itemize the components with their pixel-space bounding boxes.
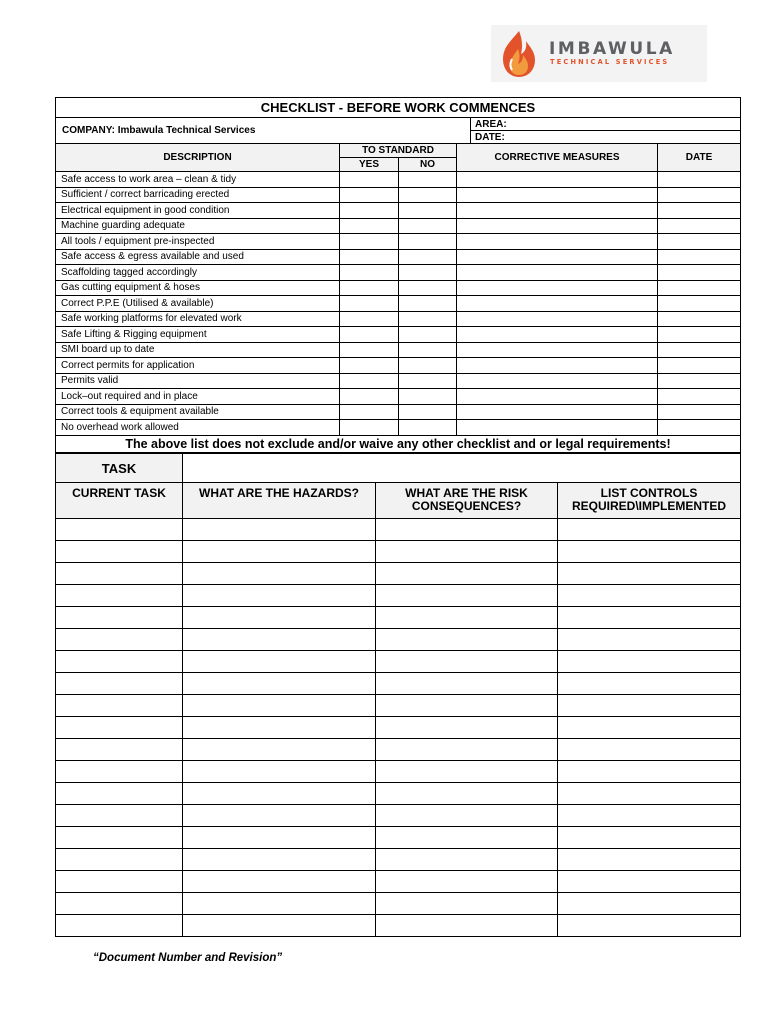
hazards-cell[interactable]	[183, 783, 376, 805]
area-field[interactable]: AREA:	[471, 118, 741, 131]
yes-cell[interactable]	[340, 218, 399, 234]
date-cell[interactable]	[658, 327, 741, 343]
risk-consequences-cell[interactable]	[376, 783, 558, 805]
current-task-cell[interactable]	[56, 607, 183, 629]
yes-cell[interactable]	[340, 373, 399, 389]
controls-cell[interactable]	[558, 563, 741, 585]
yes-cell[interactable]	[340, 203, 399, 219]
yes-cell[interactable]	[340, 342, 399, 358]
risk-consequences-cell[interactable]	[376, 695, 558, 717]
corrective-measures-cell[interactable]	[457, 373, 658, 389]
task-row	[56, 585, 741, 607]
yes-cell[interactable]	[340, 404, 399, 420]
yes-cell[interactable]	[340, 296, 399, 312]
date-cell[interactable]	[658, 342, 741, 358]
no-cell[interactable]	[399, 358, 457, 374]
task-row	[56, 607, 741, 629]
corrective-measures-cell[interactable]	[457, 404, 658, 420]
risk-consequences-cell[interactable]	[376, 585, 558, 607]
checklist-item-label: Safe access to work area – clean & tidy	[56, 172, 340, 188]
task-row	[56, 717, 741, 739]
controls-cell[interactable]	[558, 695, 741, 717]
risk-consequences-cell[interactable]	[376, 717, 558, 739]
hazards-cell[interactable]	[183, 651, 376, 673]
controls-cell[interactable]	[558, 585, 741, 607]
date-cell[interactable]	[658, 187, 741, 203]
hazards-cell[interactable]	[183, 607, 376, 629]
risk-consequences-cell[interactable]	[376, 519, 558, 541]
corrective-measures-cell[interactable]	[457, 358, 658, 374]
date-cell[interactable]	[658, 420, 741, 436]
corrective-measures-cell[interactable]	[457, 249, 658, 265]
hazards-cell[interactable]	[183, 673, 376, 695]
checklist-item-label: Safe Lifting & Rigging equipment	[56, 327, 340, 343]
hazards-cell[interactable]	[183, 915, 376, 937]
date-cell[interactable]	[658, 172, 741, 188]
no-cell[interactable]	[399, 342, 457, 358]
flame-icon	[495, 29, 543, 79]
checklist-item-label: Safe access & egress available and used	[56, 249, 340, 265]
checklist-row	[56, 187, 741, 203]
risk-consequences-cell[interactable]	[376, 563, 558, 585]
corrective-measures-cell[interactable]	[457, 420, 658, 436]
controls-cell[interactable]	[558, 607, 741, 629]
company-label: COMPANY: Imbawula Technical Services	[56, 118, 471, 144]
controls-cell[interactable]	[558, 651, 741, 673]
current-task-header: CURRENT TASK	[56, 483, 183, 519]
controls-cell[interactable]	[558, 783, 741, 805]
yes-cell[interactable]	[340, 420, 399, 436]
no-cell[interactable]	[399, 172, 457, 188]
hazards-cell[interactable]	[183, 805, 376, 827]
disclaimer-notice: The above list does not exclude and/or waive any other checklist and or legal requirements!	[56, 435, 741, 452]
no-cell[interactable]	[399, 311, 457, 327]
current-task-cell[interactable]	[56, 519, 183, 541]
yes-cell[interactable]	[340, 249, 399, 265]
current-task-cell[interactable]	[56, 673, 183, 695]
controls-cell[interactable]	[558, 871, 741, 893]
risk-consequences-cell[interactable]	[376, 849, 558, 871]
date-cell[interactable]	[658, 234, 741, 250]
corrective-measures-cell[interactable]	[457, 342, 658, 358]
task-row	[56, 519, 741, 541]
checklist-row	[56, 249, 741, 265]
current-task-cell[interactable]	[56, 805, 183, 827]
no-cell[interactable]	[399, 420, 457, 436]
date-cell[interactable]	[658, 358, 741, 374]
no-cell[interactable]	[399, 296, 457, 312]
hazards-cell[interactable]	[183, 519, 376, 541]
controls-cell[interactable]	[558, 629, 741, 651]
hazards-cell[interactable]	[183, 827, 376, 849]
checklist-row	[56, 234, 741, 250]
company-logo	[491, 25, 707, 82]
no-cell[interactable]	[399, 280, 457, 296]
current-task-cell[interactable]	[56, 827, 183, 849]
risk-consequences-cell[interactable]	[376, 893, 558, 915]
task-row	[56, 739, 741, 761]
corrective-measures-cell[interactable]	[457, 389, 658, 405]
yes-cell[interactable]	[340, 265, 399, 281]
risk-consequences-cell[interactable]	[376, 607, 558, 629]
checklist-table	[55, 97, 741, 453]
risk-consequences-cell[interactable]	[376, 827, 558, 849]
corrective-measures-cell[interactable]	[457, 172, 658, 188]
task-label: TASK	[56, 454, 183, 483]
checklist-row	[56, 389, 741, 405]
no-cell[interactable]	[399, 203, 457, 219]
no-cell[interactable]	[399, 265, 457, 281]
no-cell[interactable]	[399, 218, 457, 234]
controls-cell[interactable]	[558, 519, 741, 541]
hazards-cell[interactable]	[183, 563, 376, 585]
checklist-title: CHECKLIST - BEFORE WORK COMMENCES	[56, 98, 741, 118]
checklist-item-label: SMI board up to date	[56, 342, 340, 358]
checklist-row	[56, 265, 741, 281]
controls-cell[interactable]	[558, 541, 741, 563]
checklist-row	[56, 172, 741, 188]
risk-consequences-cell[interactable]	[376, 761, 558, 783]
checklist-item-label: Electrical equipment in good condition	[56, 203, 340, 219]
controls-header: LIST CONTROLS REQUIRED\IMPLEMENTED	[558, 483, 741, 519]
checklist-item-label: Machine guarding adequate	[56, 218, 340, 234]
hazards-cell[interactable]	[183, 761, 376, 783]
no-header: NO	[399, 158, 457, 172]
date-cell[interactable]	[658, 389, 741, 405]
hazards-cell[interactable]	[183, 541, 376, 563]
current-task-cell[interactable]	[56, 629, 183, 651]
hazards-cell[interactable]	[183, 585, 376, 607]
corrective-measures-cell[interactable]	[457, 265, 658, 281]
controls-cell[interactable]	[558, 673, 741, 695]
corrective-measures-cell[interactable]	[457, 311, 658, 327]
task-table	[55, 453, 741, 937]
document-number-footer: “Document Number and Revision”	[93, 952, 283, 964]
checklist-row	[56, 373, 741, 389]
current-task-cell[interactable]	[56, 563, 183, 585]
date-cell[interactable]	[658, 249, 741, 265]
corrective-measures-cell[interactable]	[457, 234, 658, 250]
task-row	[56, 915, 741, 937]
date-cell[interactable]	[658, 265, 741, 281]
checklist-item-label: Lock–out required and in place	[56, 389, 340, 405]
task-row	[56, 893, 741, 915]
description-header: DESCRIPTION	[56, 144, 340, 172]
hazards-cell[interactable]	[183, 695, 376, 717]
date-cell[interactable]	[658, 296, 741, 312]
risk-consequences-cell[interactable]	[376, 673, 558, 695]
checklist-row	[56, 404, 741, 420]
checklist-row	[56, 420, 741, 436]
checklist-item-label: Gas cutting equipment & hoses	[56, 280, 340, 296]
no-cell[interactable]	[399, 373, 457, 389]
current-task-cell[interactable]	[56, 717, 183, 739]
checklist-item-label: Scaffolding tagged accordingly	[56, 265, 340, 281]
logo-tagline: TECHNICAL SERVICES	[550, 58, 670, 66]
controls-cell[interactable]	[558, 915, 741, 937]
current-task-cell[interactable]	[56, 541, 183, 563]
current-task-cell[interactable]	[56, 761, 183, 783]
checklist-item-label: Permits valid	[56, 373, 340, 389]
task-row	[56, 563, 741, 585]
hazards-header: WHAT ARE THE HAZARDS?	[183, 483, 376, 519]
hazards-cell[interactable]	[183, 893, 376, 915]
checklist-row	[56, 311, 741, 327]
risk-consequences-header: WHAT ARE THE RISK CONSEQUENCES?	[376, 483, 558, 519]
task-row	[56, 871, 741, 893]
checklist-item-label: Correct tools & equipment available	[56, 404, 340, 420]
checklist-item-label: Sufficient / correct barricading erected	[56, 187, 340, 203]
logo-brand-name: IMBAWULA	[549, 39, 675, 59]
no-cell[interactable]	[399, 187, 457, 203]
yes-cell[interactable]	[340, 327, 399, 343]
current-task-cell[interactable]	[56, 915, 183, 937]
checklist-item-label: All tools / equipment pre-inspected	[56, 234, 340, 250]
corrective-measures-cell[interactable]	[457, 187, 658, 203]
yes-cell[interactable]	[340, 187, 399, 203]
hazards-cell[interactable]	[183, 629, 376, 651]
no-cell[interactable]	[399, 404, 457, 420]
date-cell[interactable]	[658, 311, 741, 327]
yes-cell[interactable]	[340, 172, 399, 188]
risk-consequences-cell[interactable]	[376, 871, 558, 893]
current-task-cell[interactable]	[56, 871, 183, 893]
task-row	[56, 761, 741, 783]
corrective-measures-cell[interactable]	[457, 280, 658, 296]
checklist-row	[56, 342, 741, 358]
task-row	[56, 783, 741, 805]
task-row	[56, 541, 741, 563]
checklist-row	[56, 218, 741, 234]
hazards-cell[interactable]	[183, 717, 376, 739]
current-task-cell[interactable]	[56, 695, 183, 717]
corrective-measures-header: CORRECTIVE MEASURES	[457, 144, 658, 172]
hazards-cell[interactable]	[183, 871, 376, 893]
task-row	[56, 827, 741, 849]
controls-cell[interactable]	[558, 893, 741, 915]
task-row	[56, 673, 741, 695]
risk-consequences-cell[interactable]	[376, 915, 558, 937]
task-row	[56, 651, 741, 673]
controls-cell[interactable]	[558, 717, 741, 739]
checklist-row	[56, 280, 741, 296]
controls-cell[interactable]	[558, 805, 741, 827]
risk-consequences-cell[interactable]	[376, 541, 558, 563]
task-row	[56, 695, 741, 717]
task-row	[56, 849, 741, 871]
no-cell[interactable]	[399, 389, 457, 405]
checklist-item-label: Correct P.P.E (Utilised & available)	[56, 296, 340, 312]
task-row	[56, 629, 741, 651]
no-cell[interactable]	[399, 249, 457, 265]
task-row	[56, 805, 741, 827]
hazards-cell[interactable]	[183, 849, 376, 871]
controls-cell[interactable]	[558, 739, 741, 761]
date-cell[interactable]	[658, 203, 741, 219]
date-cell[interactable]	[658, 280, 741, 296]
yes-cell[interactable]	[340, 280, 399, 296]
current-task-cell[interactable]	[56, 893, 183, 915]
risk-consequences-cell[interactable]	[376, 629, 558, 651]
checklist-row	[56, 203, 741, 219]
current-task-cell[interactable]	[56, 783, 183, 805]
date-header: DATE	[658, 144, 741, 172]
corrective-measures-cell[interactable]	[457, 203, 658, 219]
no-cell[interactable]	[399, 327, 457, 343]
controls-cell[interactable]	[558, 849, 741, 871]
corrective-measures-cell[interactable]	[457, 327, 658, 343]
current-task-cell[interactable]	[56, 651, 183, 673]
checklist-row	[56, 358, 741, 374]
controls-cell[interactable]	[558, 827, 741, 849]
current-task-cell[interactable]	[56, 585, 183, 607]
risk-consequences-cell[interactable]	[376, 805, 558, 827]
checklist-item-label: No overhead work allowed	[56, 420, 340, 436]
corrective-measures-cell[interactable]	[457, 218, 658, 234]
no-cell[interactable]	[399, 234, 457, 250]
risk-consequences-cell[interactable]	[376, 651, 558, 673]
yes-cell[interactable]	[340, 358, 399, 374]
checklist-item-label: Correct permits for application	[56, 358, 340, 374]
checklist-item-label: Safe working platforms for elevated work	[56, 311, 340, 327]
task-input[interactable]	[183, 454, 741, 483]
yes-cell[interactable]	[340, 389, 399, 405]
yes-cell[interactable]	[340, 234, 399, 250]
controls-cell[interactable]	[558, 761, 741, 783]
date-cell[interactable]	[658, 218, 741, 234]
current-task-cell[interactable]	[56, 849, 183, 871]
date-cell[interactable]	[658, 404, 741, 420]
current-task-cell[interactable]	[56, 739, 183, 761]
checklist-row	[56, 327, 741, 343]
yes-cell[interactable]	[340, 311, 399, 327]
date-cell[interactable]	[658, 373, 741, 389]
date-field[interactable]: DATE:	[471, 131, 741, 144]
risk-consequences-cell[interactable]	[376, 739, 558, 761]
corrective-measures-cell[interactable]	[457, 296, 658, 312]
hazards-cell[interactable]	[183, 739, 376, 761]
checklist-row	[56, 296, 741, 312]
yes-header: YES	[340, 158, 399, 172]
to-standard-header: TO STANDARD	[340, 144, 457, 158]
